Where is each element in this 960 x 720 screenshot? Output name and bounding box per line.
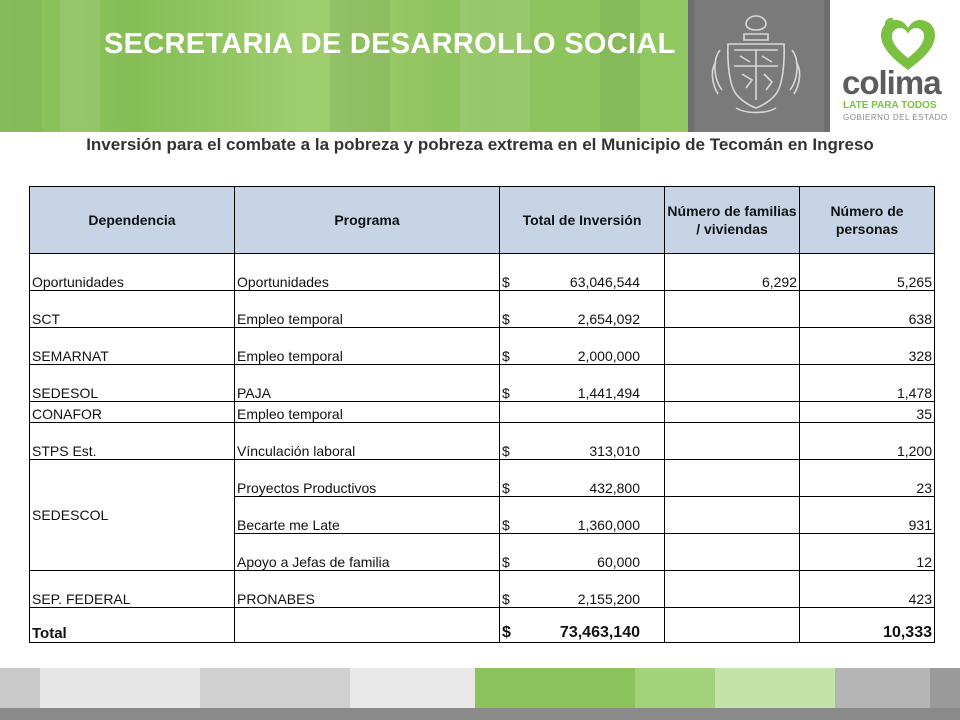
investment-table [29,186,935,643]
total-familias-empty [665,608,800,643]
cell-programa: Empleo temporal [235,402,500,423]
table-row [30,571,935,608]
cell-personas: 423 [800,571,935,608]
cell-inversion [500,365,665,402]
total-label: Total [30,608,235,643]
cell-dependencia: CONAFOR [30,402,235,423]
table-row [30,291,935,328]
cell-programa: Empleo temporal [235,291,500,328]
currency-symbol: $ [502,385,510,401]
cell-inversion [500,497,665,534]
cell-personas: 638 [800,291,935,328]
cell-programa: PAJA [235,365,500,402]
total-programa-empty [235,608,500,643]
cell-dependencia: SCT [30,291,235,328]
cell-dependencia: STPS Est. [30,423,235,460]
inversion-value: 2,155,200 [577,591,640,607]
logo-government: GOBIERNO DEL ESTADO [843,113,948,122]
page-header [0,0,960,132]
cell-familias [665,365,800,402]
cell-familias [665,291,800,328]
coat-of-arms-icon [706,10,806,122]
total-personas: 10,333 [800,608,935,643]
currency-symbol: $ [502,348,510,364]
cell-familias [665,460,800,497]
total-inversion-value: 73,463,140 [559,624,640,641]
cell-inversion [500,534,665,571]
currency-symbol: $ [502,443,510,459]
page-subtitle: Inversión para el combate a la pobreza y pobreza extrema en el Municipio de Tecomán en Ingreso [86,135,874,154]
cell-personas: 35 [800,402,935,423]
table-row [30,423,935,460]
table-row [30,328,935,365]
table-row [30,365,935,402]
cell-familias [665,328,800,365]
cell-dependencia: SEDESOL [30,365,235,402]
inversion-value: 1,441,494 [577,385,640,401]
cell-programa: Apoyo a Jefas de familia [235,534,500,571]
cell-programa: Proyectos Productivos [235,460,500,497]
cell-personas: 328 [800,328,935,365]
cell-dependencia: SEMARNAT [30,328,235,365]
currency-symbol: $ [502,624,511,641]
col-header-personas: Número de personas [800,187,935,254]
logo-wordmark: colima [842,64,941,101]
currency-symbol: $ [502,274,510,290]
cell-inversion [500,402,665,423]
table-header-row [30,187,935,254]
cell-programa: Vínculación laboral [235,423,500,460]
col-header-inversion: Total de Inversión [500,187,665,254]
cell-familias [665,402,800,423]
header-banner [0,0,688,132]
inversion-value: 2,000,000 [577,348,640,364]
inversion-value: 432,800 [589,480,640,496]
cell-personas: 12 [800,534,935,571]
col-header-programa: Programa [235,187,500,254]
cell-dependencia: SEP. FEDERAL [30,571,235,608]
cell-inversion [500,254,665,291]
inversion-value: 60,000 [597,554,640,570]
footer-decoration [0,668,960,720]
col-header-dependencia: Dependencia [30,187,235,254]
cell-familias: 6,292 [665,254,800,291]
logo-tagline: LATE PARA TODOS [843,100,937,111]
header-title: SECRETARIA DE DESARROLLO SOCIAL [104,28,676,60]
cell-inversion [500,423,665,460]
currency-symbol: $ [502,311,510,327]
table-row [30,254,935,291]
table-row [30,402,935,423]
cell-dependencia-sedescol: SEDESCOL [30,460,235,571]
currency-symbol: $ [502,591,510,607]
currency-symbol: $ [502,480,510,496]
cell-inversion [500,291,665,328]
cell-familias [665,534,800,571]
cell-personas: 5,265 [800,254,935,291]
cell-dependencia: Oportunidades [30,254,235,291]
cell-programa: Becarte me Late [235,497,500,534]
col-header-familias: Número de familias / viviendas [665,187,800,254]
cell-programa: Empleo temporal [235,328,500,365]
table-row [30,460,935,497]
inversion-value: 313,010 [589,443,640,459]
total-inversion [500,608,665,643]
inversion-value: 63,046,544 [569,274,640,290]
cell-programa: Oportunidades [235,254,500,291]
cell-inversion [500,460,665,497]
currency-symbol: $ [502,554,510,570]
inversion-value: 1,360,000 [577,517,640,533]
cell-personas: 1,200 [800,423,935,460]
cell-inversion [500,571,665,608]
cell-familias [665,571,800,608]
inversion-value: 2,654,092 [577,311,640,327]
currency-symbol: $ [502,517,510,533]
cell-personas: 931 [800,497,935,534]
cell-familias [665,497,800,534]
cell-inversion [500,328,665,365]
cell-programa: PRONABES [235,571,500,608]
total-row [30,608,935,643]
cell-personas: 1,478 [800,365,935,402]
cell-personas: 23 [800,460,935,497]
cell-familias [665,423,800,460]
